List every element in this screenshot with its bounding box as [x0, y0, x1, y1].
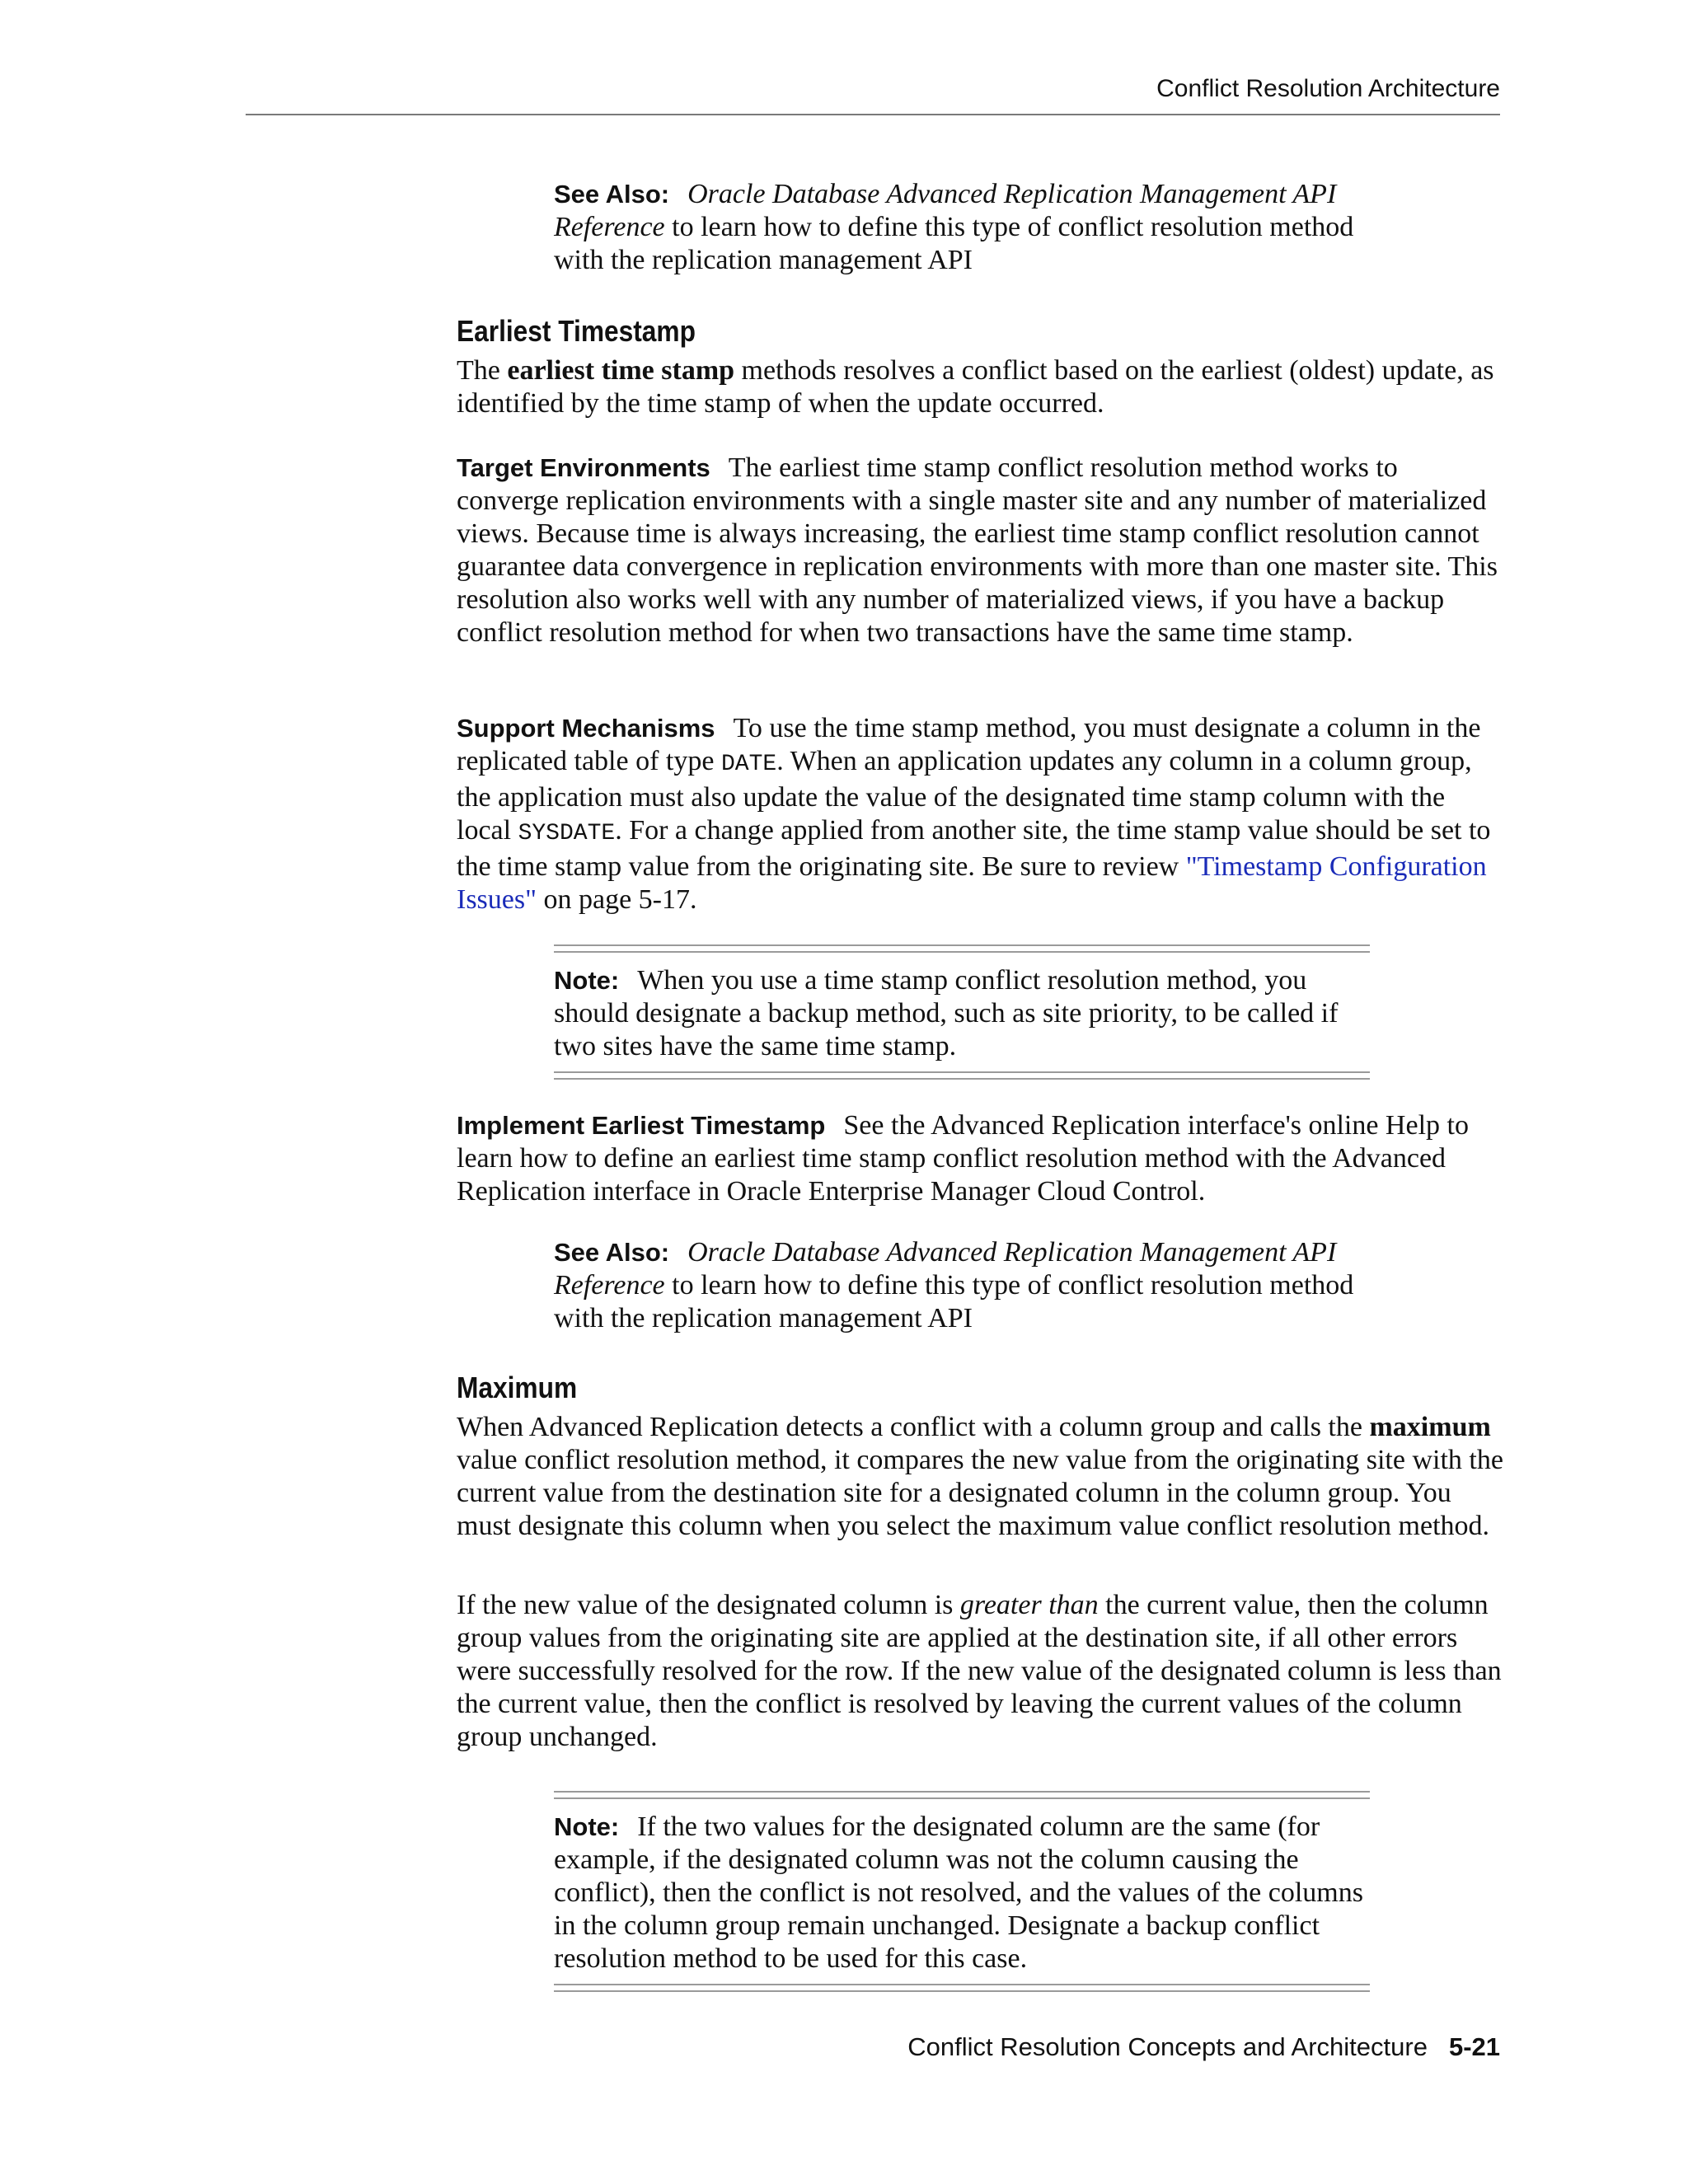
see-also-label: See Also:: [554, 180, 670, 209]
note-box-2: [554, 1791, 1370, 1992]
section-earliest-timestamp: [457, 313, 1503, 349]
footer-title: Conflict Resolution Concepts and Architecture: [907, 2032, 1428, 2061]
note-text: When you use a time stamp conflict resolution method, you should designate a backup method, such as site priority, to be called if two sites have the same time stamp.: [554, 965, 1339, 1062]
section-heading: Maximum: [457, 1371, 578, 1404]
maximum-para-2: If the new value of the designated column is greater than the current value, then the column group values from the originating site are applied at the destination site, if all other errors were successfully resolved for the row. If the new value of the designated column is less than the current value, then the conflict is resolved by leaving the current values of the column group unchanged.: [457, 1590, 1502, 1752]
target-environments-para: Target Environments The earliest time stamp conflict resolution method works to converge replication environments with a single master site and any number of materialized views. Because time is always increasing, the earliest time stamp conflict resolution cannot guarantee data convergence in replication environments with more than one master site. This resolution also works well with any number of materialized views, if you have a backup conflict resolution method for when two transactions have the same time stamp.: [457, 452, 1498, 648]
earliest-intro: The earliest time stamp methods resolves a conflict based on the earliest (oldest) update, as identified by the time stamp of when the update occurred.: [457, 355, 1494, 419]
note-label: Note:: [554, 1812, 620, 1841]
note-label: Note:: [554, 966, 620, 995]
see-also-label: See Also:: [554, 1238, 670, 1267]
support-mechanisms-para: Support Mechanisms To use the time stamp method, you must designate a column in the replicated table of type DATE. When an application updates any column in a column group, the application must also update the value of the designated time stamp column with the local SYSDATE. For a change applied from another site, the time stamp value should be set to the time stamp value from the originating site. Be sure to review "Timestamp Configuration Issues" on page 5-17.: [457, 713, 1491, 915]
timestamp-config-link[interactable]: "Timestamp Configuration Issues": [457, 851, 1487, 915]
see-also-text: to learn how to define this type of conflict resolution method with the replication management API: [554, 1270, 1354, 1333]
runin-heading: Implement Earliest Timestamp: [457, 1111, 826, 1140]
code-sysdate: SYSDATE: [518, 821, 616, 846]
header-rule: [246, 114, 1500, 115]
see-also-box-1: [554, 178, 1362, 277]
see-also-text: to learn how to define this type of conflict resolution method with the replication management API: [554, 212, 1354, 275]
running-header: Conflict Resolution Architecture: [1156, 75, 1500, 102]
term-greater-than: greater than: [959, 1590, 1099, 1620]
note-box-1: [554, 944, 1370, 1080]
maximum-para-1: When Advanced Replication detects a conflict with a column group and calls the maximum value conflict resolution method, it compares the new value from the originating site with the current value from the destination site for a designated column in the column group. You must designate this column when you select the maximum value conflict resolution method.: [457, 1412, 1503, 1541]
runin-heading: Support Mechanisms: [457, 714, 715, 743]
page-number: 5-21: [1448, 2032, 1500, 2061]
see-also-reference: Oracle Database Advanced Replication Management API Reference: [554, 1237, 1337, 1301]
see-also-reference: Oracle Database Advanced Replication Management API Reference: [554, 179, 1337, 242]
note-text: If the two values for the designated column are the same (for example, if the designated column was not the column causing the conflict), then the conflict is not resolved, and the values of the columns in the column group remain unchanged. Designate a backup conflict resolution method to be used for this case.: [554, 1811, 1363, 1974]
implement-earliest-para: Implement Earliest Timestamp See the Advanced Replication interface's online Help to learn how to define an earliest time stamp conflict resolution method with the Advanced Replication interface in Oracle Enterprise Manager Cloud Control.: [457, 1110, 1469, 1207]
term-earliest-time-stamp: earliest time stamp: [507, 355, 735, 386]
see-also-box-2: [554, 1236, 1362, 1335]
section-maximum: [457, 1370, 1503, 1406]
note-bottom-rule: [554, 1071, 1370, 1080]
note-top-rule: [554, 944, 1370, 953]
note-bottom-rule: [554, 1984, 1370, 1992]
runin-heading: Target Environments: [457, 453, 710, 482]
note-top-rule: [554, 1791, 1370, 1799]
code-date: DATE: [720, 752, 777, 777]
running-footer: [246, 2031, 1500, 2064]
section-heading: Earliest Timestamp: [457, 314, 696, 348]
term-maximum: maximum: [1369, 1412, 1491, 1442]
